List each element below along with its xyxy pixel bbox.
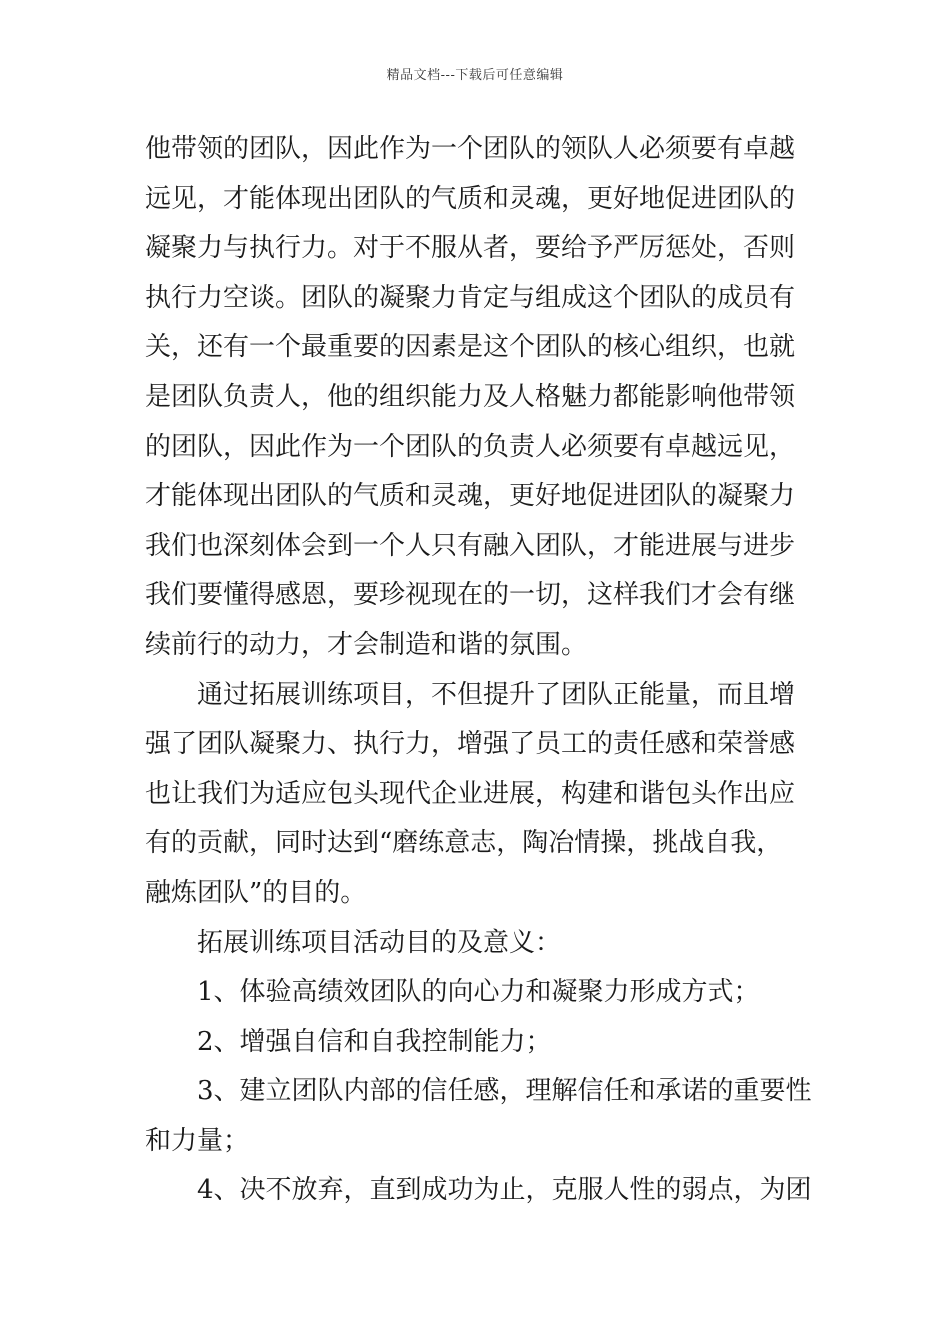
list-item: 2、增强自信和自我控制能力；	[197, 1026, 552, 1057]
paragraph-line: 的团队，因此作为一个团队的负责人必须要有卓越远见，	[145, 431, 796, 462]
page-header: 精品文档---下载后可任意编辑	[386, 68, 564, 83]
list-item: 3、建立团队内部的信任感，理解信任和承诺的重要性	[197, 1076, 812, 1107]
paragraph-line: 他带领的团队，因此作为一个团队的领队人必须要有卓越	[145, 134, 796, 164]
paragraph-line: 融炼团队”的目的。	[145, 877, 367, 908]
paragraph-line: 强了团队凝聚力、执行力，增强了员工的责任感和荣誉感	[145, 729, 796, 760]
paragraph-line: 我们要懂得感恩，要珍视现在的一切，这样我们才会有继	[145, 580, 796, 611]
paragraph-line: 是团队负责人，他的组织能力及人格魅力都能影响他带领	[145, 381, 796, 412]
document-body	[145, 125, 815, 1216]
paragraph-line: 远见，才能体现出团队的气质和灵魂，更好地促进团队的	[145, 183, 796, 214]
list-item: 4、决不放弃，直到成功为止，克服人性的弱点，为团	[197, 1175, 812, 1206]
paragraph-line: 通过拓展训练项目，不但提升了团队正能量，而且增	[197, 679, 796, 710]
paragraph-line: 也让我们为适应包头现代企业进展，构建和谐包头作出应	[145, 778, 796, 809]
paragraph-line: 有的贡献，同时达到“磨练意志，陶冶情操，挑战自我，	[145, 828, 783, 859]
paragraph-line: 凝聚力与执行力。对于不服从者，要给予严厉惩处，否则	[145, 233, 796, 264]
paragraph-line: 续前行的动力，才会制造和谐的氛围。	[145, 629, 588, 660]
paragraph-line: 关，还有一个最重要的因素是这个团队的核心组织，也就	[145, 332, 796, 363]
list-item: 1、体验高绩效团队的向心力和凝聚力形成方式；	[197, 977, 760, 1008]
paragraph-line: 才能体现出团队的气质和灵魂，更好地促进团队的凝聚力	[145, 481, 796, 512]
list-item-continuation: 和力量；	[145, 1125, 250, 1156]
paragraph-line: 执行力空谈。团队的凝聚力肯定与组成这个团队的成员有	[145, 282, 796, 313]
paragraph-line: 我们也深刻体会到一个人只有融入团队，才能进展与进步	[145, 530, 796, 561]
section-title: 拓展训练项目活动目的及意义：	[197, 927, 562, 958]
